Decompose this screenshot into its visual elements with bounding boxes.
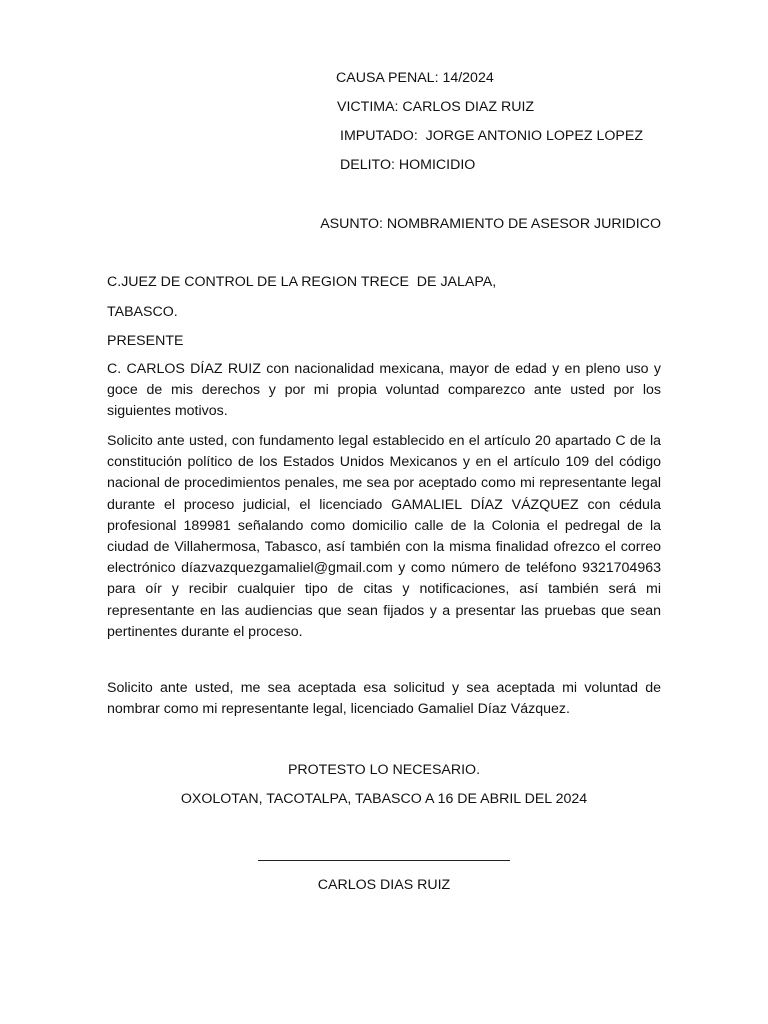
addressee-line-3: PRESENTE [107, 333, 184, 349]
subject-line: ASUNTO: NOMBRAMIENTO DE ASESOR JURIDICO [320, 216, 661, 232]
addressee-line-2: TABASCO. [107, 304, 178, 320]
signer-name: CARLOS DIAS RUIZ [317, 877, 451, 893]
victim-line: VICTIMA: CARLOS DIAZ RUIZ [337, 99, 535, 115]
body-paragraph-2: Solicito ante usted, con fundamento legal establecido en el artículo 20 apartado C de la constitución político de los Estados Unidos Mexicanos y en el artículo 109 del código nacional de procedimientos penales, me sea por aceptado como mi representante legal durante el proceso judicial, el licenciado GAMALIEL DÍAZ VÁZQUEZ con cédula profesional 189981 señalando como domicilio calle de la Colonia el pedregal de la ciudad de Villahermosa, Tabasco, así también con la misma finalidad ofrezco el correo electrónico díazvazquezgamaliel@gmail.com y como número de teléfono 9321704963 para oír y recibir cualquier tipo de citas y notificaciones, así también será mi representante en las audiencias que sean fijados y a presentar las pruebas que sean pertinentes durante el proceso. [107, 433, 661, 640]
body-paragraph-3: Solicito ante usted, me sea aceptada esa solicitud y sea aceptada mi voluntad de nombrar como mi representante legal, licenciado Gamaliel Díaz Vázquez. [107, 680, 661, 718]
addressee-line-1: C.JUEZ DE CONTROL DE LA REGION TRECE DE JALAPA, [107, 274, 497, 290]
case-number: CAUSA PENAL: 14/2024 [336, 70, 494, 86]
closing-protesto: PROTESTO LO NECESARIO. [287, 762, 481, 778]
body-paragraph-1: C. CARLOS DÍAZ RUIZ con nacionalidad mexicana, mayor de edad y en pleno uso y goce de mis derechos y por mi propia voluntad comparezco ante usted por los siguientes motivos. [107, 361, 661, 420]
signature-line [258, 860, 510, 861]
closing-place-date: OXOLOTAN, TACOTALPA, TABASCO A 16 DE ABRIL DEL 2024 [180, 791, 588, 807]
crime-line: DELITO: HOMICIDIO [340, 157, 476, 173]
accused-line: IMPUTADO: JORGE ANTONIO LOPEZ LOPEZ [340, 128, 643, 144]
